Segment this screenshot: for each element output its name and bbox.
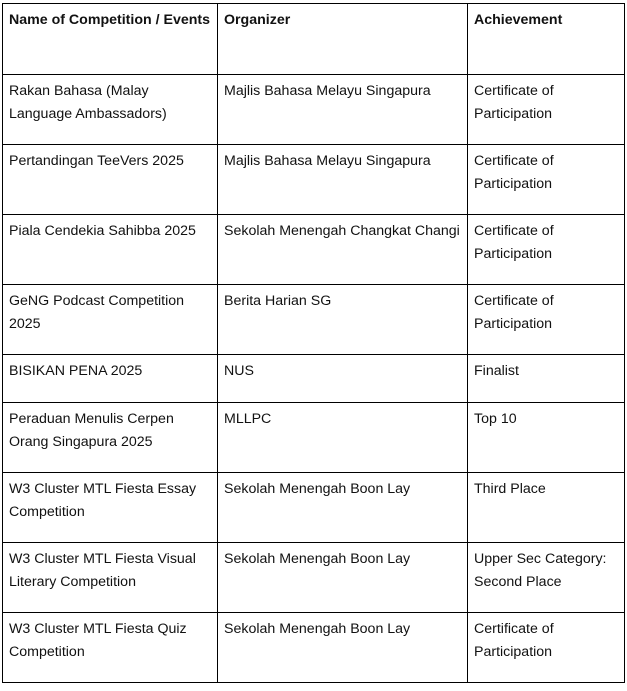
table-row	[3, 285, 625, 355]
cell-achievement: Third Place	[468, 473, 625, 543]
cell-organizer: Majlis Bahasa Melayu Singapura	[218, 145, 468, 215]
cell-organizer: Sekolah Menengah Boon Lay	[218, 613, 468, 683]
table-row	[3, 355, 625, 403]
cell-organizer: Sekolah Menengah Boon Lay	[218, 543, 468, 613]
table-header-row	[3, 4, 625, 75]
cell-organizer: Majlis Bahasa Melayu Singapura	[218, 75, 468, 145]
competition-table-container	[2, 3, 625, 683]
table-row	[3, 543, 625, 613]
cell-achievement: Certificate of Participation	[468, 215, 625, 285]
cell-organizer: Berita Harian SG	[218, 285, 468, 355]
table-row	[3, 613, 625, 683]
cell-event: GeNG Podcast Competition 2025	[3, 285, 218, 355]
competition-table	[2, 3, 625, 683]
cell-organizer: Sekolah Menengah Boon Lay	[218, 473, 468, 543]
cell-organizer: Sekolah Menengah Changkat Changi	[218, 215, 468, 285]
cell-organizer: NUS	[218, 355, 468, 403]
cell-achievement: Certificate of Participation	[468, 613, 625, 683]
table-row	[3, 145, 625, 215]
header-achievement: Achievement	[468, 4, 625, 75]
cell-achievement: Certificate of Participation	[468, 75, 625, 145]
cell-achievement: Top 10	[468, 403, 625, 473]
cell-organizer: MLLPC	[218, 403, 468, 473]
table-row	[3, 473, 625, 543]
cell-event: W3 Cluster MTL Fiesta Essay Competition	[3, 473, 218, 543]
cell-achievement: Certificate of Participation	[468, 285, 625, 355]
cell-event: Rakan Bahasa (Malay Language Ambassadors)	[3, 75, 218, 145]
table-row	[3, 215, 625, 285]
cell-achievement: Finalist	[468, 355, 625, 403]
cell-achievement: Certificate of Participation	[468, 145, 625, 215]
cell-achievement: Upper Sec Category: Second Place	[468, 543, 625, 613]
cell-event: Peraduan Menulis Cerpen Orang Singapura 2025	[3, 403, 218, 473]
cell-event: Piala Cendekia Sahibba 2025	[3, 215, 218, 285]
table-row	[3, 75, 625, 145]
cell-event: Pertandingan TeeVers 2025	[3, 145, 218, 215]
header-event: Name of Competition / Events	[3, 4, 218, 75]
table-row	[3, 403, 625, 473]
cell-event: BISIKAN PENA 2025	[3, 355, 218, 403]
header-organizer: Organizer	[218, 4, 468, 75]
cell-event: W3 Cluster MTL Fiesta Quiz Competition	[3, 613, 218, 683]
cell-event: W3 Cluster MTL Fiesta Visual Literary Competition	[3, 543, 218, 613]
